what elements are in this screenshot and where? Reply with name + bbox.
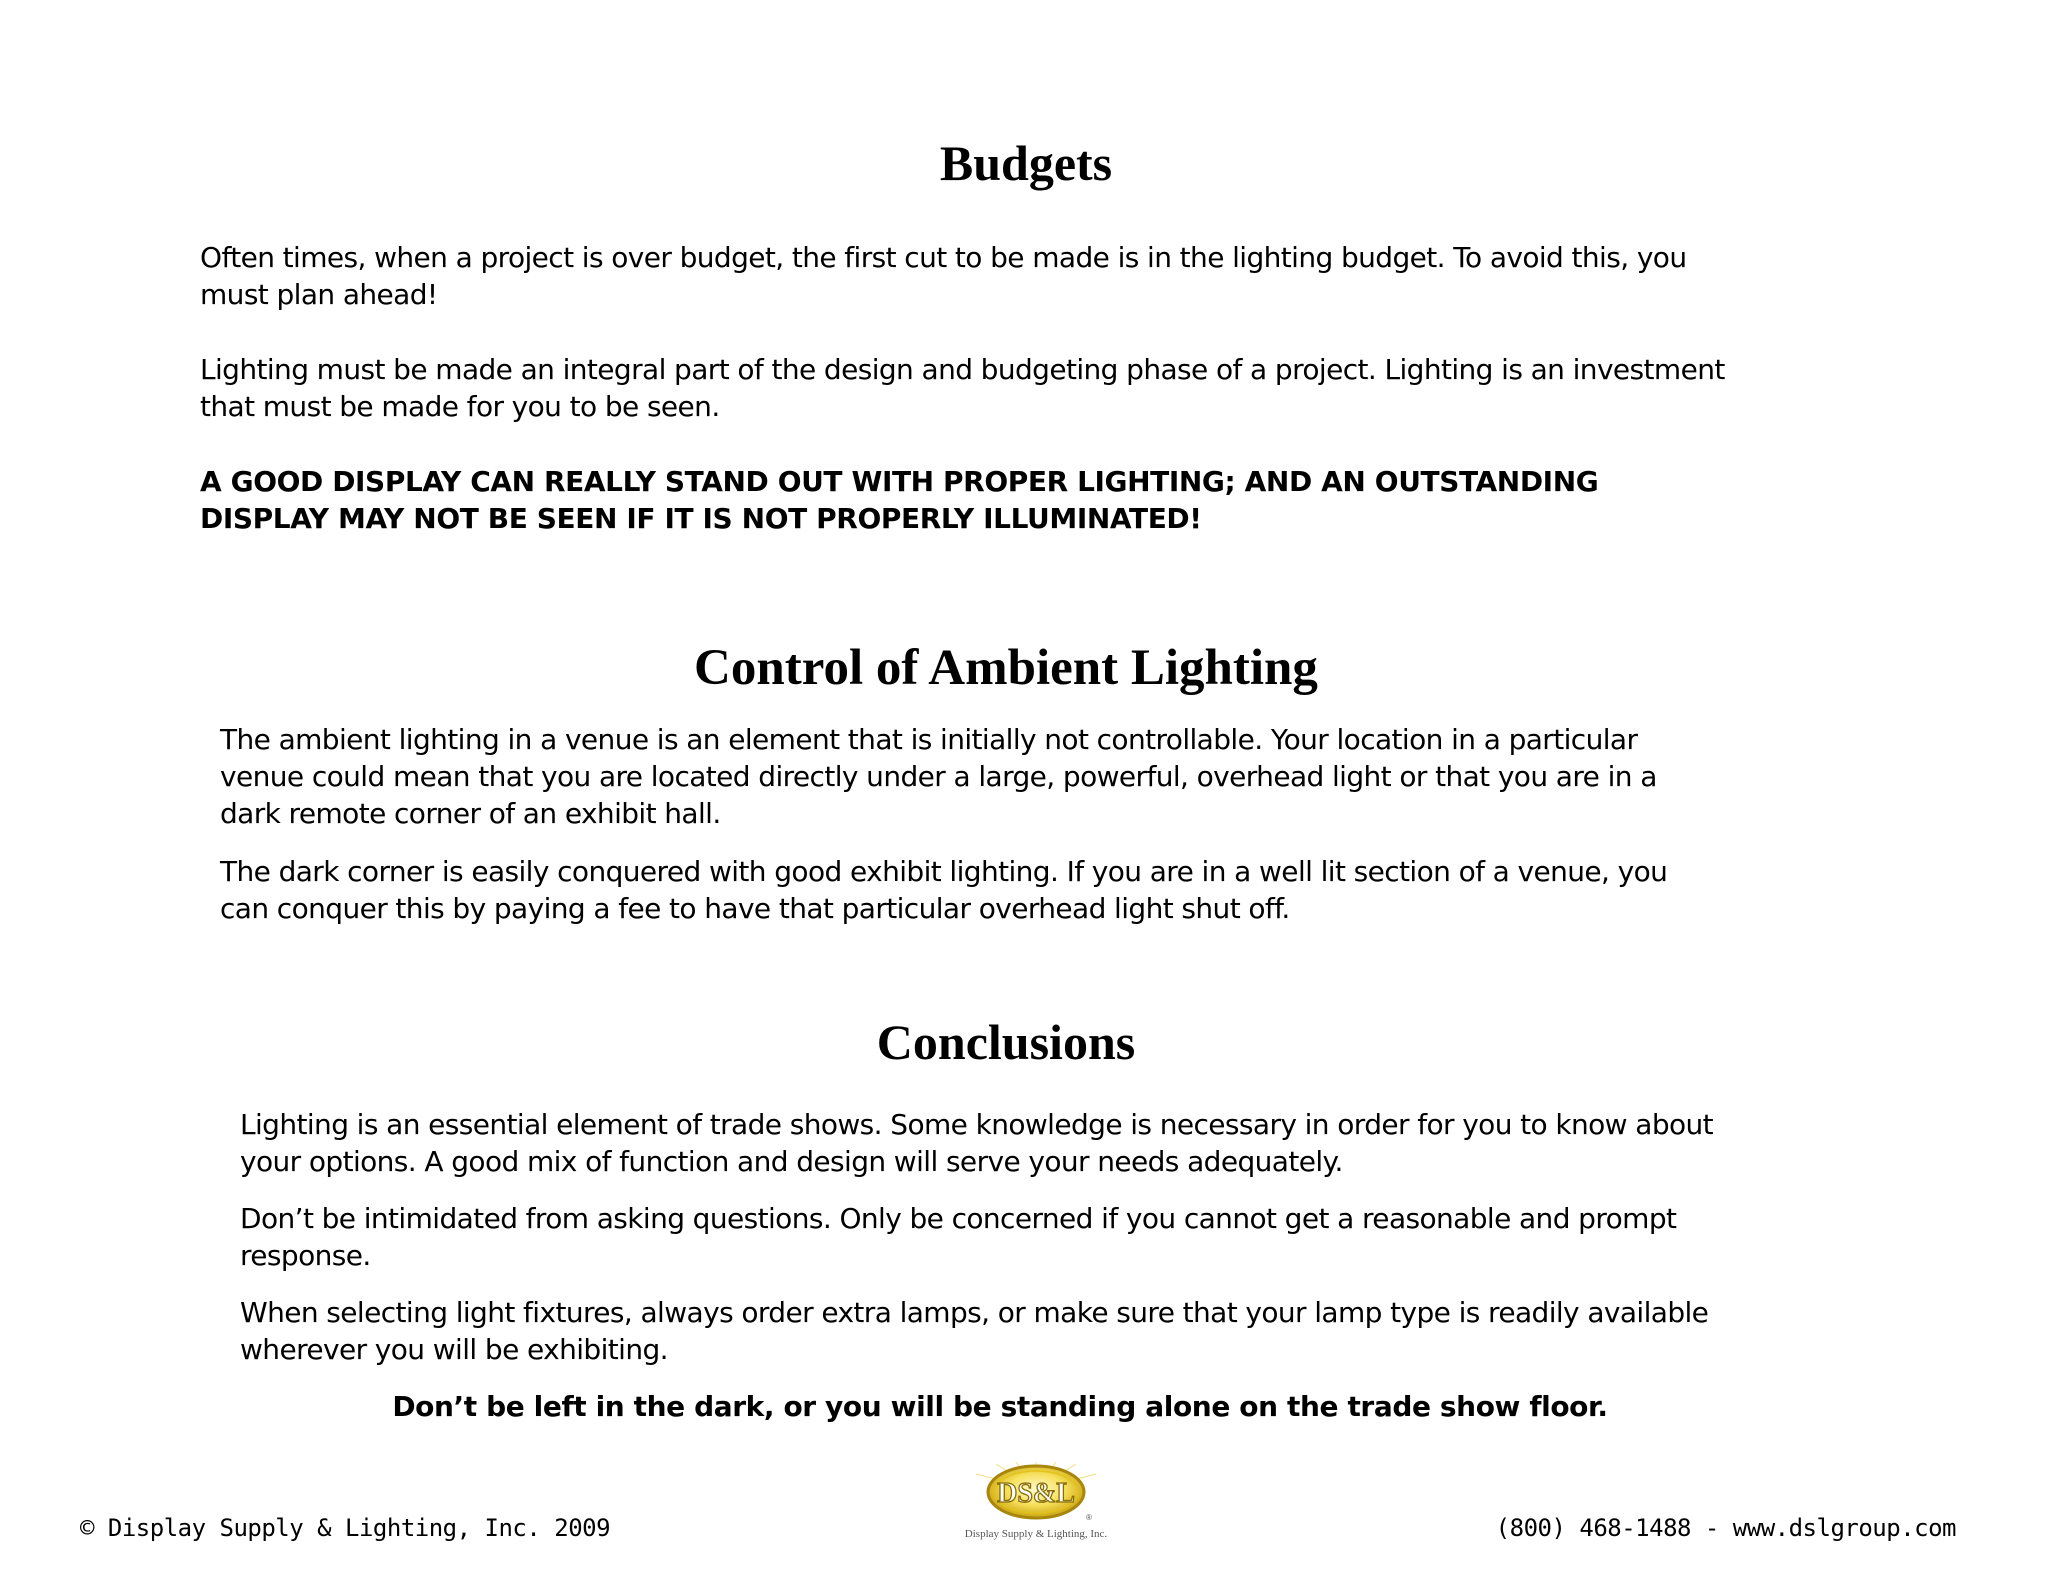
heading-budgets: Budgets <box>939 135 1113 191</box>
text-line: must plan ahead! <box>200 278 438 311</box>
conclusions-paragraph-2 <box>240 1200 1676 1274</box>
budgets-paragraph-1 <box>200 239 1686 313</box>
conclusions-paragraph-1 <box>240 1106 1713 1180</box>
text-line: that must be made for you to be seen. <box>200 390 720 423</box>
conclusions-paragraph-3 <box>240 1294 1708 1368</box>
text-line: Lighting is an essential element of trade shows. Some knowledge is necessary in order for you to know about <box>240 1108 1714 1141</box>
text-line: dark remote corner of an exhibit hall. <box>220 797 721 830</box>
heading-conclusions: Conclusions <box>876 1014 1136 1070</box>
closing-statement: Don’t be left in the dark, or you will be standing alone on the trade show floor. <box>392 1390 1608 1423</box>
text-line: The dark corner is easily conquered with good exhibit lighting. If you are in a well lit section of a venue, you <box>220 855 1668 888</box>
text-line: When selecting light fixtures, always order extra lamps, or make sure that your lamp type is readily available <box>240 1296 1709 1329</box>
heading-control-of-ambient-lighting: Control of Ambient Lighting <box>694 640 1318 696</box>
text-line: wherever you will be exhibiting. <box>240 1333 668 1366</box>
text-line: can conquer this by paying a fee to have that particular overhead light shut off. <box>220 892 1290 925</box>
budgets-paragraph-2 <box>200 351 1725 425</box>
text-line: response. <box>240 1239 371 1272</box>
text-line: DISPLAY MAY NOT BE SEEN IF IT IS NOT PROPERLY ILLUMINATED! <box>200 502 1202 535</box>
dsl-logo <box>946 1462 1126 1544</box>
logo-tagline: Display Supply & Lighting, Inc. <box>964 1528 1108 1540</box>
logo-registered-mark: ® <box>1086 1513 1092 1522</box>
text-line: venue could mean that you are located directly under a large, powerful, overhead light or that you are in a <box>220 760 1657 793</box>
budgets-emphasis-paragraph <box>200 463 1598 537</box>
ambient-paragraph-1 <box>220 721 1657 832</box>
copyright-notice: © Display Supply & Lighting, Inc. 2009 <box>80 1514 611 1542</box>
contact-info: (800) 468-1488 - www.dslgroup.com <box>1495 1514 1956 1542</box>
logo-mark: DS&L <box>997 1478 1075 1509</box>
text-line: Often times, when a project is over budget, the first cut to be made is in the lighting budget. To avoid this, you <box>200 241 1687 274</box>
text-line: Lighting must be made an integral part of the design and budgeting phase of a project. Lighting is an investment <box>200 353 1725 386</box>
text-line: Don’t be intimidated from asking questions. Only be concerned if you cannot get a reasonable and prompt <box>240 1202 1677 1235</box>
ambient-paragraph-2 <box>220 853 1667 927</box>
text-line: A GOOD DISPLAY CAN REALLY STAND OUT WITH PROPER LIGHTING; AND AN OUTSTANDING <box>200 465 1599 498</box>
text-line: The ambient lighting in a venue is an element that is initially not controllable. Your location in a particular <box>220 723 1638 756</box>
text-line: your options. A good mix of function and design will serve your needs adequately. <box>240 1145 1343 1178</box>
